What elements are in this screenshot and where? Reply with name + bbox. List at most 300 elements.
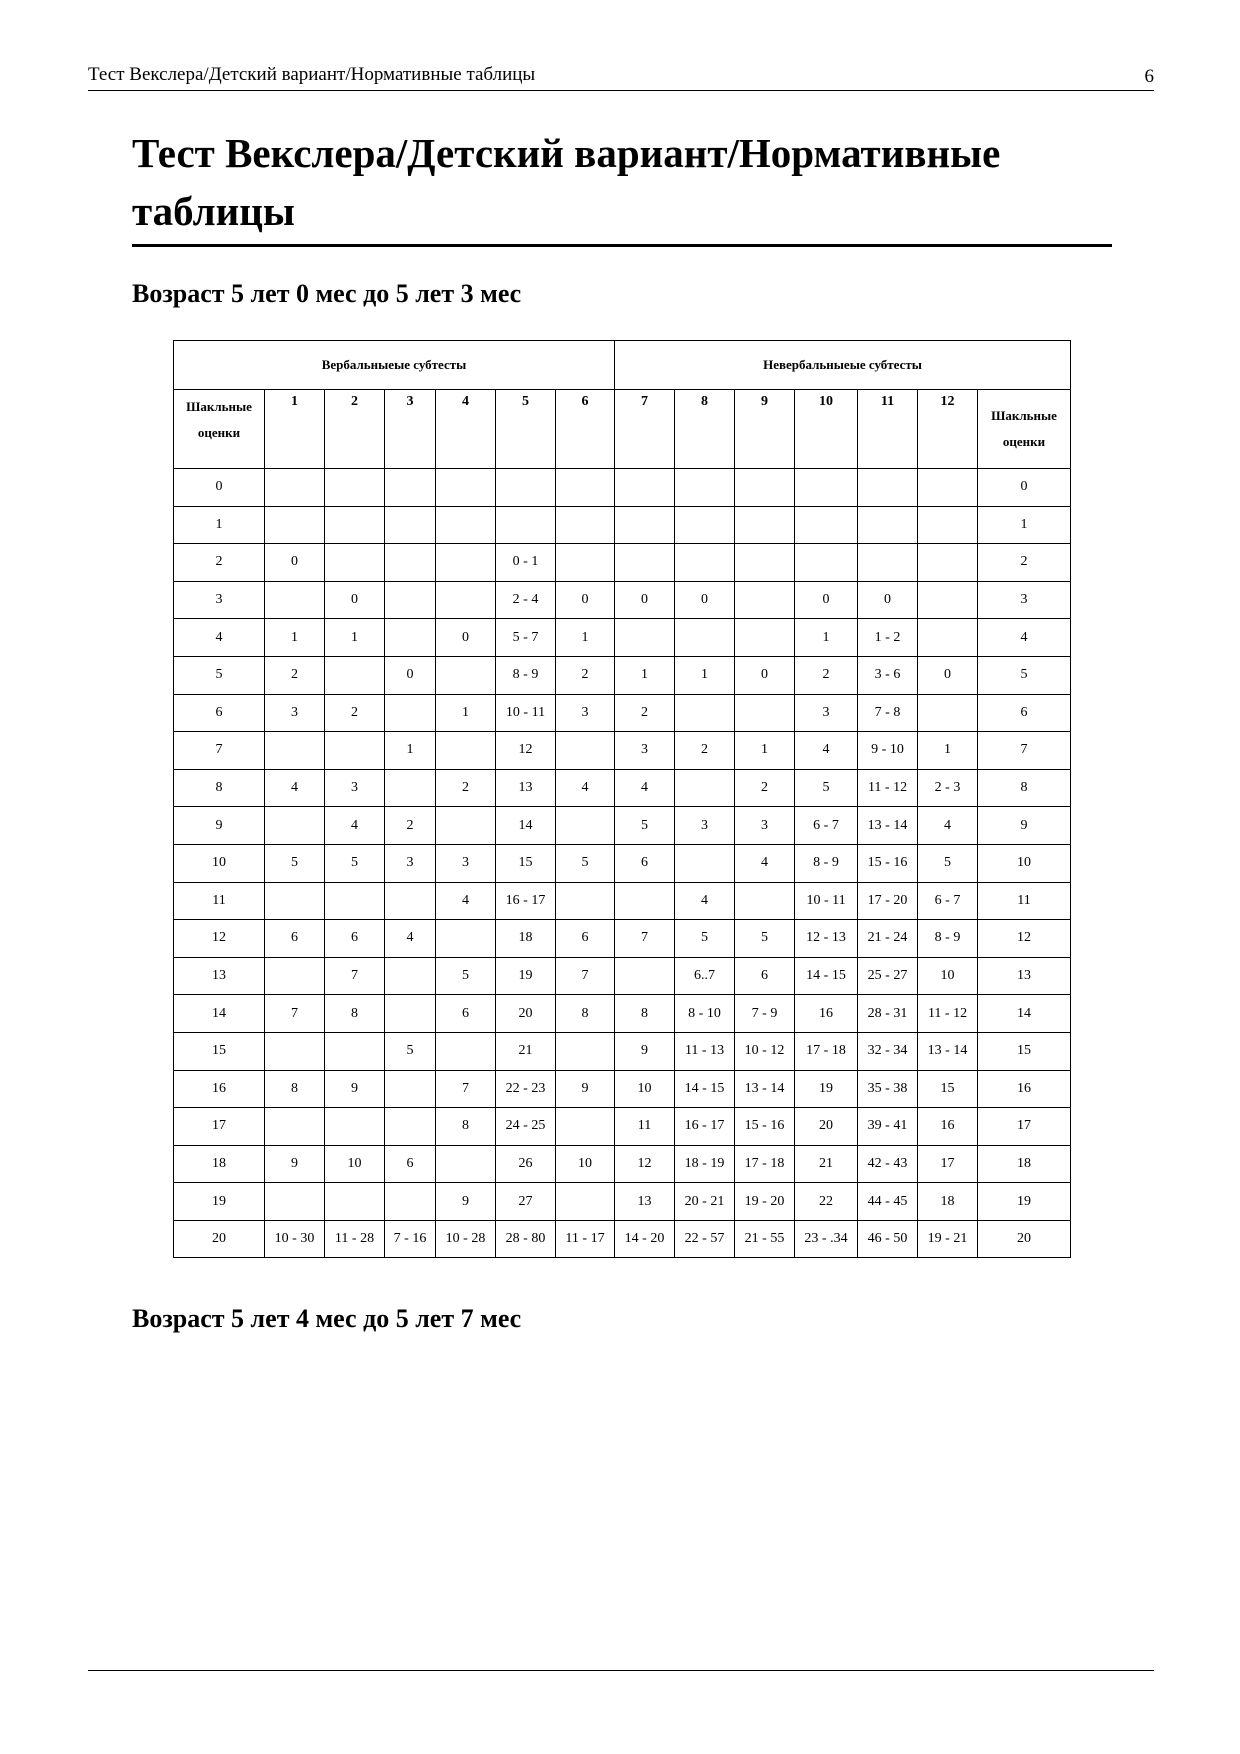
table-cell: 17 - 18 — [795, 1032, 858, 1070]
table-cell: 8 — [325, 995, 385, 1033]
table-cell: 2 — [325, 694, 385, 732]
table-cell — [436, 807, 496, 845]
running-header — [88, 62, 1154, 91]
table-cell: 0 — [265, 544, 325, 582]
table-cell: 13 — [978, 957, 1071, 995]
table-cell: 6 — [735, 957, 795, 995]
table-cell — [795, 506, 858, 544]
table-cell: 21 - 24 — [858, 920, 918, 958]
table-cell — [556, 1108, 615, 1146]
table-cell: 10 — [978, 844, 1071, 882]
table-cell — [325, 656, 385, 694]
table-cell: 9 - 10 — [858, 732, 918, 770]
table-cell: 1 - 2 — [858, 619, 918, 657]
table-cell: 3 — [735, 807, 795, 845]
column-header: 10 — [795, 390, 858, 469]
table-cell: 13 — [496, 769, 556, 807]
table-cell — [556, 732, 615, 770]
table-cell: 24 - 25 — [496, 1108, 556, 1146]
table-cell: 6 — [174, 694, 265, 732]
table-cell: 18 — [978, 1145, 1071, 1183]
table-cell: 0 — [795, 581, 858, 619]
table-cell: 20 — [795, 1108, 858, 1146]
table-cell — [795, 544, 858, 582]
table-cell — [325, 1032, 385, 1070]
table-cell: 8 — [556, 995, 615, 1033]
table-cell: 5 — [795, 769, 858, 807]
norms-table — [173, 340, 1071, 1258]
table-cell — [918, 544, 978, 582]
table-cell: 4 — [325, 807, 385, 845]
table-cell — [735, 506, 795, 544]
table-cell — [675, 544, 735, 582]
table-cell: 17 — [978, 1108, 1071, 1146]
table-cell: 11 - 13 — [675, 1032, 735, 1070]
table-cell: 1 — [174, 506, 265, 544]
table-cell: 5 - 7 — [496, 619, 556, 657]
table-cell: 0 - 1 — [496, 544, 556, 582]
table-cell — [325, 1183, 385, 1221]
table-cell: 18 — [174, 1145, 265, 1183]
table-cell: 8 - 9 — [918, 920, 978, 958]
table-cell: 10 - 12 — [735, 1032, 795, 1070]
table-cell: 26 — [496, 1145, 556, 1183]
table-cell — [735, 581, 795, 619]
table-cell — [436, 1145, 496, 1183]
table-cell: 11 - 12 — [918, 995, 978, 1033]
table-cell: 5 — [325, 844, 385, 882]
table-cell — [265, 506, 325, 544]
table-cell — [615, 544, 675, 582]
title-rule — [132, 244, 1112, 247]
table-cell: 16 — [978, 1070, 1071, 1108]
table-cell: 35 - 38 — [858, 1070, 918, 1108]
table-cell: 19 - 21 — [918, 1220, 978, 1258]
footer-rule — [88, 1670, 1154, 1671]
table-row — [174, 844, 1071, 882]
table-row — [174, 469, 1071, 507]
column-header: 2 — [325, 390, 385, 469]
table-cell — [265, 581, 325, 619]
table-row — [174, 581, 1071, 619]
table-cell — [918, 619, 978, 657]
table-cell: 0 — [385, 656, 436, 694]
table-cell: 2 — [978, 544, 1071, 582]
column-header: 3 — [385, 390, 436, 469]
table-cell: 5 — [735, 920, 795, 958]
table-cell: 9 — [174, 807, 265, 845]
table-cell: 16 — [918, 1108, 978, 1146]
table-cell — [436, 656, 496, 694]
page-title: Тест Векслера/Детский вариант/Нормативные таблицы — [132, 130, 1001, 234]
table-cell — [735, 694, 795, 732]
table-cell: 19 — [795, 1070, 858, 1108]
table-cell: 2 — [556, 656, 615, 694]
table-cell — [858, 544, 918, 582]
table-cell: 3 — [675, 807, 735, 845]
table-row — [174, 1183, 1071, 1221]
table-cell: 8 — [436, 1108, 496, 1146]
table-cell: 13 — [615, 1183, 675, 1221]
table-cell: 2 — [265, 656, 325, 694]
table-cell: 1 — [436, 694, 496, 732]
column-header: 5 — [496, 390, 556, 469]
table-row — [174, 882, 1071, 920]
table-cell: 7 — [615, 920, 675, 958]
table-cell: 22 - 57 — [675, 1220, 735, 1258]
table-cell: 44 - 45 — [858, 1183, 918, 1221]
verbal-subtests-header: Вербальныеые субтесты — [174, 341, 615, 390]
table-row — [174, 1032, 1071, 1070]
table-cell: 12 — [496, 732, 556, 770]
table-cell: 7 — [556, 957, 615, 995]
table-row — [174, 1070, 1071, 1108]
section-heading-age-5-4: Возраст 5 лет 4 мес до 5 лет 7 мес — [132, 1304, 522, 1333]
table-cell: 4 — [918, 807, 978, 845]
table-cell: 13 - 14 — [858, 807, 918, 845]
table-cell: 7 - 8 — [858, 694, 918, 732]
table-cell — [325, 882, 385, 920]
table-cell — [385, 882, 436, 920]
table-cell — [265, 1183, 325, 1221]
table-cell: 5 — [265, 844, 325, 882]
table-cell: 1 — [556, 619, 615, 657]
table-cell: 3 — [615, 732, 675, 770]
table-cell: 11 - 17 — [556, 1220, 615, 1258]
table-cell — [858, 469, 918, 507]
table-cell: 4 — [735, 844, 795, 882]
column-header: 11 — [858, 390, 918, 469]
table-cell: 6 — [978, 694, 1071, 732]
table-cell: 3 — [325, 769, 385, 807]
table-cell: 12 — [978, 920, 1071, 958]
table-cell: 20 — [496, 995, 556, 1033]
table-cell: 4 — [385, 920, 436, 958]
table-cell: 1 — [918, 732, 978, 770]
table-cell: 8 - 9 — [795, 844, 858, 882]
table-cell: 6 — [615, 844, 675, 882]
table-cell: 8 - 9 — [496, 656, 556, 694]
section-heading-age-5-0: Возраст 5 лет 0 мес до 5 лет 3 мес — [132, 279, 522, 308]
table-cell: 10 — [325, 1145, 385, 1183]
table-cell: 10 — [174, 844, 265, 882]
table-cell: 14 - 15 — [675, 1070, 735, 1108]
table-cell: 11 - 28 — [325, 1220, 385, 1258]
table-cell: 28 - 31 — [858, 995, 918, 1033]
table-cell: 14 — [978, 995, 1071, 1033]
running-title: Тест Векслера/Детский вариант/Нормативные таблицы — [88, 64, 536, 85]
table-cell: 6 - 7 — [918, 882, 978, 920]
table-cell — [325, 732, 385, 770]
table-cell: 5 — [615, 807, 675, 845]
table-row — [174, 1145, 1071, 1183]
table-cell — [436, 469, 496, 507]
table-cell: 11 — [174, 882, 265, 920]
column-header: 4 — [436, 390, 496, 469]
table-cell: 14 — [496, 807, 556, 845]
table-cell: 9 — [615, 1032, 675, 1070]
table-cell: 19 — [496, 957, 556, 995]
table-cell: 12 — [174, 920, 265, 958]
table-cell: 0 — [858, 581, 918, 619]
table-cell: 8 — [174, 769, 265, 807]
table-cell: 5 — [978, 656, 1071, 694]
table-cell: 14 — [174, 995, 265, 1033]
table-cell — [615, 469, 675, 507]
table-cell — [556, 506, 615, 544]
table-cell — [556, 1183, 615, 1221]
table-cell: 7 — [174, 732, 265, 770]
table-cell: 4 — [978, 619, 1071, 657]
table-cell — [735, 544, 795, 582]
table-cell: 21 - 55 — [735, 1220, 795, 1258]
table-cell: 39 - 41 — [858, 1108, 918, 1146]
table-cell — [436, 581, 496, 619]
table-cell — [918, 694, 978, 732]
table-cell: 2 — [675, 732, 735, 770]
table-cell: 0 — [918, 656, 978, 694]
table-row — [174, 656, 1071, 694]
table-cell: 5 — [436, 957, 496, 995]
table-cell: 0 — [436, 619, 496, 657]
table-cell: 12 - 13 — [795, 920, 858, 958]
scale-score-header-right: Шакльные оценки — [978, 390, 1071, 469]
table-cell: 14 - 15 — [795, 957, 858, 995]
table-cell: 2 — [615, 694, 675, 732]
table-row — [174, 1108, 1071, 1146]
table-cell: 10 — [918, 957, 978, 995]
table-cell — [556, 882, 615, 920]
table-cell — [496, 469, 556, 507]
table-cell: 15 — [978, 1032, 1071, 1070]
table-row — [174, 544, 1071, 582]
table-cell: 0 — [325, 581, 385, 619]
table-cell: 7 — [265, 995, 325, 1033]
column-header: 12 — [918, 390, 978, 469]
table-cell — [385, 506, 436, 544]
table-cell: 8 - 10 — [675, 995, 735, 1033]
table-row — [174, 1220, 1071, 1258]
table-cell — [436, 544, 496, 582]
table-cell: 2 — [795, 656, 858, 694]
table-row — [174, 732, 1071, 770]
table-cell: 1 — [735, 732, 795, 770]
table-cell: 2 — [735, 769, 795, 807]
table-cell — [385, 957, 436, 995]
table-row — [174, 995, 1071, 1033]
column-header: 7 — [615, 390, 675, 469]
table-cell: 4 — [265, 769, 325, 807]
table-cell: 23 - .34 — [795, 1220, 858, 1258]
table-cell: 7 - 16 — [385, 1220, 436, 1258]
table-cell: 3 — [795, 694, 858, 732]
table-cell: 11 — [615, 1108, 675, 1146]
table-cell — [325, 1108, 385, 1146]
table-cell — [735, 469, 795, 507]
table-cell: 9 — [325, 1070, 385, 1108]
table-cell: 16 — [174, 1070, 265, 1108]
table-cell: 1 — [325, 619, 385, 657]
table-cell — [385, 1108, 436, 1146]
column-header: 9 — [735, 390, 795, 469]
table-cell: 1 — [385, 732, 436, 770]
table-cell: 0 — [735, 656, 795, 694]
table-cell — [675, 844, 735, 882]
table-cell — [385, 1070, 436, 1108]
table-cell — [385, 581, 436, 619]
table-cell — [735, 619, 795, 657]
table-cell: 10 - 28 — [436, 1220, 496, 1258]
table-row — [174, 506, 1071, 544]
table-cell — [436, 506, 496, 544]
table-cell: 12 — [615, 1145, 675, 1183]
table-cell: 0 — [675, 581, 735, 619]
table-cell: 3 — [978, 581, 1071, 619]
table-cell: 42 - 43 — [858, 1145, 918, 1183]
table-row — [174, 920, 1071, 958]
table-cell: 7 — [436, 1070, 496, 1108]
table-cell — [496, 506, 556, 544]
table-cell: 10 - 11 — [496, 694, 556, 732]
table-cell: 7 — [978, 732, 1071, 770]
table-cell: 5 — [174, 656, 265, 694]
table-cell: 4 — [795, 732, 858, 770]
nonverbal-subtests-header: Невербальныеые субтесты — [615, 341, 1071, 390]
table-group-header-row — [174, 341, 1071, 390]
table-cell: 21 — [795, 1145, 858, 1183]
table-cell: 0 — [615, 581, 675, 619]
table-cell — [385, 469, 436, 507]
table-cell — [556, 544, 615, 582]
table-cell: 6 — [325, 920, 385, 958]
table-cell: 13 - 14 — [918, 1032, 978, 1070]
table-cell: 18 — [918, 1183, 978, 1221]
table-cell: 17 - 20 — [858, 882, 918, 920]
table-cell: 4 — [615, 769, 675, 807]
table-cell: 10 - 11 — [795, 882, 858, 920]
table-cell: 1 — [265, 619, 325, 657]
table-cell: 3 - 6 — [858, 656, 918, 694]
table-cell: 5 — [556, 844, 615, 882]
table-cell: 3 — [265, 694, 325, 732]
table-cell: 3 — [556, 694, 615, 732]
table-cell — [385, 769, 436, 807]
table-cell: 2 — [385, 807, 436, 845]
table-cell — [675, 469, 735, 507]
table-cell: 4 — [174, 619, 265, 657]
table-cell: 6 - 7 — [795, 807, 858, 845]
table-cell — [385, 694, 436, 732]
table-cell — [858, 506, 918, 544]
table-cell: 3 — [174, 581, 265, 619]
table-cell — [795, 469, 858, 507]
table-cell: 15 — [496, 844, 556, 882]
table-cell: 2 - 3 — [918, 769, 978, 807]
table-cell: 27 — [496, 1183, 556, 1221]
table-cell: 4 — [675, 882, 735, 920]
table-cell: 18 - 19 — [675, 1145, 735, 1183]
table-cell: 8 — [615, 995, 675, 1033]
table-cell — [735, 882, 795, 920]
table-cell: 6 — [556, 920, 615, 958]
table-cell: 21 — [496, 1032, 556, 1070]
table-cell: 9 — [978, 807, 1071, 845]
table-cell — [615, 882, 675, 920]
table-cell: 16 — [795, 995, 858, 1033]
table-cell — [918, 506, 978, 544]
table-cell: 11 - 12 — [858, 769, 918, 807]
table-cell: 16 - 17 — [496, 882, 556, 920]
table-cell: 7 - 9 — [735, 995, 795, 1033]
table-cell: 19 — [174, 1183, 265, 1221]
table-cell — [556, 807, 615, 845]
table-cell: 20 - 21 — [675, 1183, 735, 1221]
table-cell — [325, 506, 385, 544]
table-cell: 13 - 14 — [735, 1070, 795, 1108]
table-row — [174, 619, 1071, 657]
table-cell — [265, 957, 325, 995]
table-cell: 3 — [385, 844, 436, 882]
table-cell: 1 — [675, 656, 735, 694]
table-cell — [918, 469, 978, 507]
table-cell — [436, 1032, 496, 1070]
table-cell: 1 — [615, 656, 675, 694]
column-header: 8 — [675, 390, 735, 469]
table-cell: 28 - 80 — [496, 1220, 556, 1258]
table-cell: 1 — [978, 506, 1071, 544]
table-cell — [556, 1032, 615, 1070]
table-cell — [615, 506, 675, 544]
table-cell: 0 — [556, 581, 615, 619]
table-cell: 19 — [978, 1183, 1071, 1221]
table-cell — [436, 920, 496, 958]
table-cell: 19 - 20 — [735, 1183, 795, 1221]
table-cell — [265, 1108, 325, 1146]
table-cell — [918, 581, 978, 619]
table-cell: 0 — [174, 469, 265, 507]
table-cell: 4 — [436, 882, 496, 920]
table-cell: 15 — [174, 1032, 265, 1070]
table-cell — [675, 619, 735, 657]
table-cell — [265, 732, 325, 770]
scale-score-header-left: Шакльные оценки — [174, 390, 265, 469]
table-cell: 9 — [436, 1183, 496, 1221]
table-cell: 10 — [615, 1070, 675, 1108]
table-cell: 25 - 27 — [858, 957, 918, 995]
table-cell: 9 — [265, 1145, 325, 1183]
table-cell: 5 — [918, 844, 978, 882]
table-cell: 8 — [978, 769, 1071, 807]
table-cell: 17 — [174, 1108, 265, 1146]
table-row — [174, 957, 1071, 995]
table-cell: 6..7 — [675, 957, 735, 995]
table-cell: 8 — [265, 1070, 325, 1108]
table-cell: 6 — [385, 1145, 436, 1183]
table-body — [174, 469, 1071, 1258]
table-cell: 16 - 17 — [675, 1108, 735, 1146]
table-row — [174, 807, 1071, 845]
table-cell — [436, 732, 496, 770]
table-cell: 17 — [918, 1145, 978, 1183]
table-cell — [615, 619, 675, 657]
table-cell — [265, 882, 325, 920]
table-row — [174, 694, 1071, 732]
table-cell: 14 - 20 — [615, 1220, 675, 1258]
table-cell: 3 — [436, 844, 496, 882]
table-cell — [385, 1183, 436, 1221]
table-cell: 11 — [978, 882, 1071, 920]
table-cell: 20 — [978, 1220, 1071, 1258]
